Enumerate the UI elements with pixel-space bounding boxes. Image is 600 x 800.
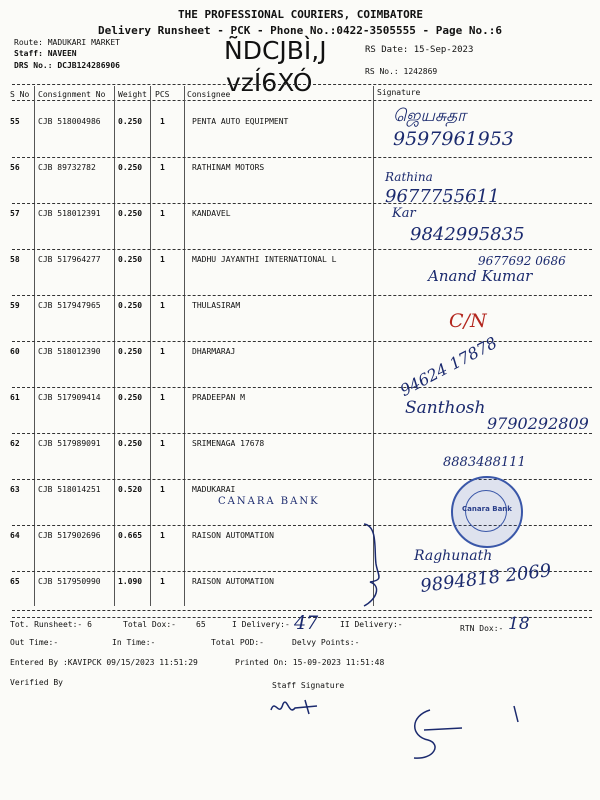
handwriting-r59-note: C/N: [449, 310, 487, 332]
row-sno: 65: [10, 577, 20, 586]
rtn-dox-handwritten: 18: [508, 614, 530, 634]
handwriting-r61-name: Santhosh: [405, 398, 486, 418]
row-sno: 60: [10, 347, 20, 356]
row-consignee: RAISON AUTOMATION: [192, 531, 274, 540]
row-separator: [12, 433, 592, 434]
row-consignment-no: CJB 518004986: [38, 117, 101, 126]
row-sno: 64: [10, 531, 20, 540]
route-label: Route: MADUKARI MARKET: [14, 38, 120, 47]
row-weight: 0.250: [118, 301, 143, 310]
row-consignment-no: CJB 517909414: [38, 393, 101, 402]
staff-label: Staff: NAVEEN: [14, 49, 77, 58]
tot-runsheet: Tot. Runsheet:- 6: [10, 620, 92, 629]
row-consignment-no: CJB 518012390: [38, 347, 101, 356]
staff-signature-mark: [265, 692, 335, 722]
row-consignee: THULASIRAM: [192, 301, 241, 310]
row-weight: 0.250: [118, 209, 143, 218]
barcode-line-2: vzÍ6XÓ: [226, 68, 313, 97]
row-separator: [12, 203, 592, 204]
row-pcs: 1: [160, 485, 165, 494]
row-consignment-no: CJB 518014251: [38, 485, 101, 494]
total-dox-value: 65: [196, 620, 206, 629]
row-pcs: 1: [160, 439, 165, 448]
rtn-dox-label: RTN Dox:-: [460, 624, 504, 633]
i-delivery-handwritten: 47: [294, 612, 319, 634]
handwriting-r62-phone: 8883488111: [443, 455, 526, 470]
handwriting-r64-name: Raghunath: [414, 548, 493, 564]
col-sno: S No: [10, 90, 30, 99]
row-consignee: PRADEEPAN M: [192, 393, 245, 402]
row-weight: 0.250: [118, 255, 143, 264]
handwriting-r57-name: Kar: [392, 206, 416, 221]
row-pcs: 1: [160, 393, 165, 402]
handwriting-r56-name: Rathina: [385, 170, 433, 184]
handwriting-r65-phone: 9894818 2069: [419, 560, 553, 597]
divider-4: [184, 86, 185, 606]
row-weight: 0.250: [118, 117, 143, 126]
col-consignment: Consignment No: [38, 90, 106, 99]
stamp-text: Canara Bank: [462, 505, 512, 513]
handwriting-r58-name: Anand Kumar: [428, 267, 533, 285]
drs-label: DRS No.: DCJB124286906: [14, 61, 120, 70]
handwriting-r57-phone: 9842995835: [410, 224, 525, 245]
row-consignee: DHARMARAJ: [192, 347, 236, 356]
handwriting-r55-name: ஜெயசுதா: [393, 106, 467, 126]
row-pcs: 1: [160, 531, 165, 540]
staff-signature-label: Staff Signature: [272, 681, 345, 690]
handwriting-r63-note: CANARA BANK: [218, 496, 320, 507]
company-title: THE PROFESSIONAL COURIERS, COIMBATORE: [178, 8, 424, 21]
row-weight: 0.250: [118, 163, 143, 172]
in-time: In Time:-: [112, 638, 156, 647]
row-consignment-no: CJB 518012391: [38, 209, 101, 218]
row-consignment-no: CJB 517950990: [38, 577, 101, 586]
brace-mark: [360, 520, 388, 610]
row-separator: [12, 341, 592, 342]
i-delivery-label: I Delivery:-: [232, 620, 290, 629]
row-separator: [12, 387, 592, 388]
row-sno: 61: [10, 393, 20, 402]
footer-top-rule: [12, 610, 592, 611]
header-bottom-rule: [12, 100, 592, 101]
row-sno: 55: [10, 117, 20, 126]
barcode-line-1: ÑDCJBÌ,J: [224, 36, 327, 65]
row-consignee: PENTA AUTO EQUIPMENT: [192, 117, 289, 126]
second-signature-mark: [402, 700, 532, 770]
row-pcs: 1: [160, 209, 165, 218]
row-weight: 0.520: [118, 485, 143, 494]
col-weight: Weight: [118, 90, 147, 99]
row-consignment-no: CJB 517964277: [38, 255, 101, 264]
rs-number: RS No.: 1242869: [365, 67, 438, 76]
bank-stamp: [451, 476, 523, 548]
divider-3: [150, 86, 151, 606]
ii-delivery-label: II Delivery:-: [340, 620, 403, 629]
handwriting-r56-phone: 9677755611: [385, 186, 500, 207]
row-separator: [12, 157, 592, 158]
row-sno: 58: [10, 255, 20, 264]
col-consignee: Consignee: [187, 90, 231, 99]
row-consignee: MADHU JAYANTHI INTERNATIONAL L: [192, 255, 337, 264]
out-time: Out Time:-: [10, 638, 59, 647]
row-pcs: 1: [160, 577, 165, 586]
row-consignment-no: CJB 89732782: [38, 163, 96, 172]
total-pod: Total POD:-: [211, 638, 264, 647]
row-weight: 0.665: [118, 531, 143, 540]
row-pcs: 1: [160, 301, 165, 310]
rs-date: RS Date: 15-Sep-2023: [365, 45, 474, 55]
printed-on: Printed On: 15-09-2023 11:51:48: [235, 658, 385, 667]
row-pcs: 1: [160, 163, 165, 172]
col-signature: Signature: [377, 88, 421, 97]
entered-by: Entered By :KAVIPCK 09/15/2023 11:51:29: [10, 658, 198, 667]
row-weight: 0.250: [118, 439, 143, 448]
row-pcs: 1: [160, 117, 165, 126]
total-dox-label: Total Dox:-: [123, 620, 176, 629]
handwriting-r60-phone: 94624 17878: [396, 333, 501, 400]
row-separator: [12, 249, 592, 250]
row-consignee: RATHINAM MOTORS: [192, 163, 265, 172]
row-consignee: MADUKARAI: [192, 485, 236, 494]
divider-1: [34, 86, 35, 606]
row-consignment-no: CJB 517989091: [38, 439, 101, 448]
row-weight: 0.250: [118, 347, 143, 356]
row-pcs: 1: [160, 347, 165, 356]
row-sno: 59: [10, 301, 20, 310]
header-top-rule: [12, 84, 592, 85]
row-separator: [12, 295, 592, 296]
row-consignee: RAISON AUTOMATION: [192, 577, 274, 586]
row-consignee: KANDAVEL: [192, 209, 231, 218]
col-pcs: PCS: [155, 90, 170, 99]
runsheet-subtitle: Delivery Runsheet - PCK - Phone No.:0422-3505555 - Page No.:6: [98, 24, 502, 37]
delvy-points: Delvy Points:-: [292, 638, 360, 647]
handwriting-r61-phone: 9790292809: [487, 414, 589, 433]
handwriting-r58-phone: 9677692 0686: [478, 254, 566, 268]
row-sno: 57: [10, 209, 20, 218]
row-weight: 0.250: [118, 393, 143, 402]
row-sno: 63: [10, 485, 20, 494]
verified-by: Verified By: [10, 678, 63, 687]
row-pcs: 1: [160, 255, 165, 264]
handwriting-r55-phone: 9597961953: [393, 128, 514, 150]
row-consignee: SRIMENAGA 17678: [192, 439, 265, 448]
row-consignment-no: CJB 517902696: [38, 531, 101, 540]
row-sno: 56: [10, 163, 20, 172]
row-weight: 1.090: [118, 577, 143, 586]
row-consignment-no: CJB 517947965: [38, 301, 101, 310]
row-sno: 62: [10, 439, 20, 448]
divider-2: [114, 86, 115, 606]
